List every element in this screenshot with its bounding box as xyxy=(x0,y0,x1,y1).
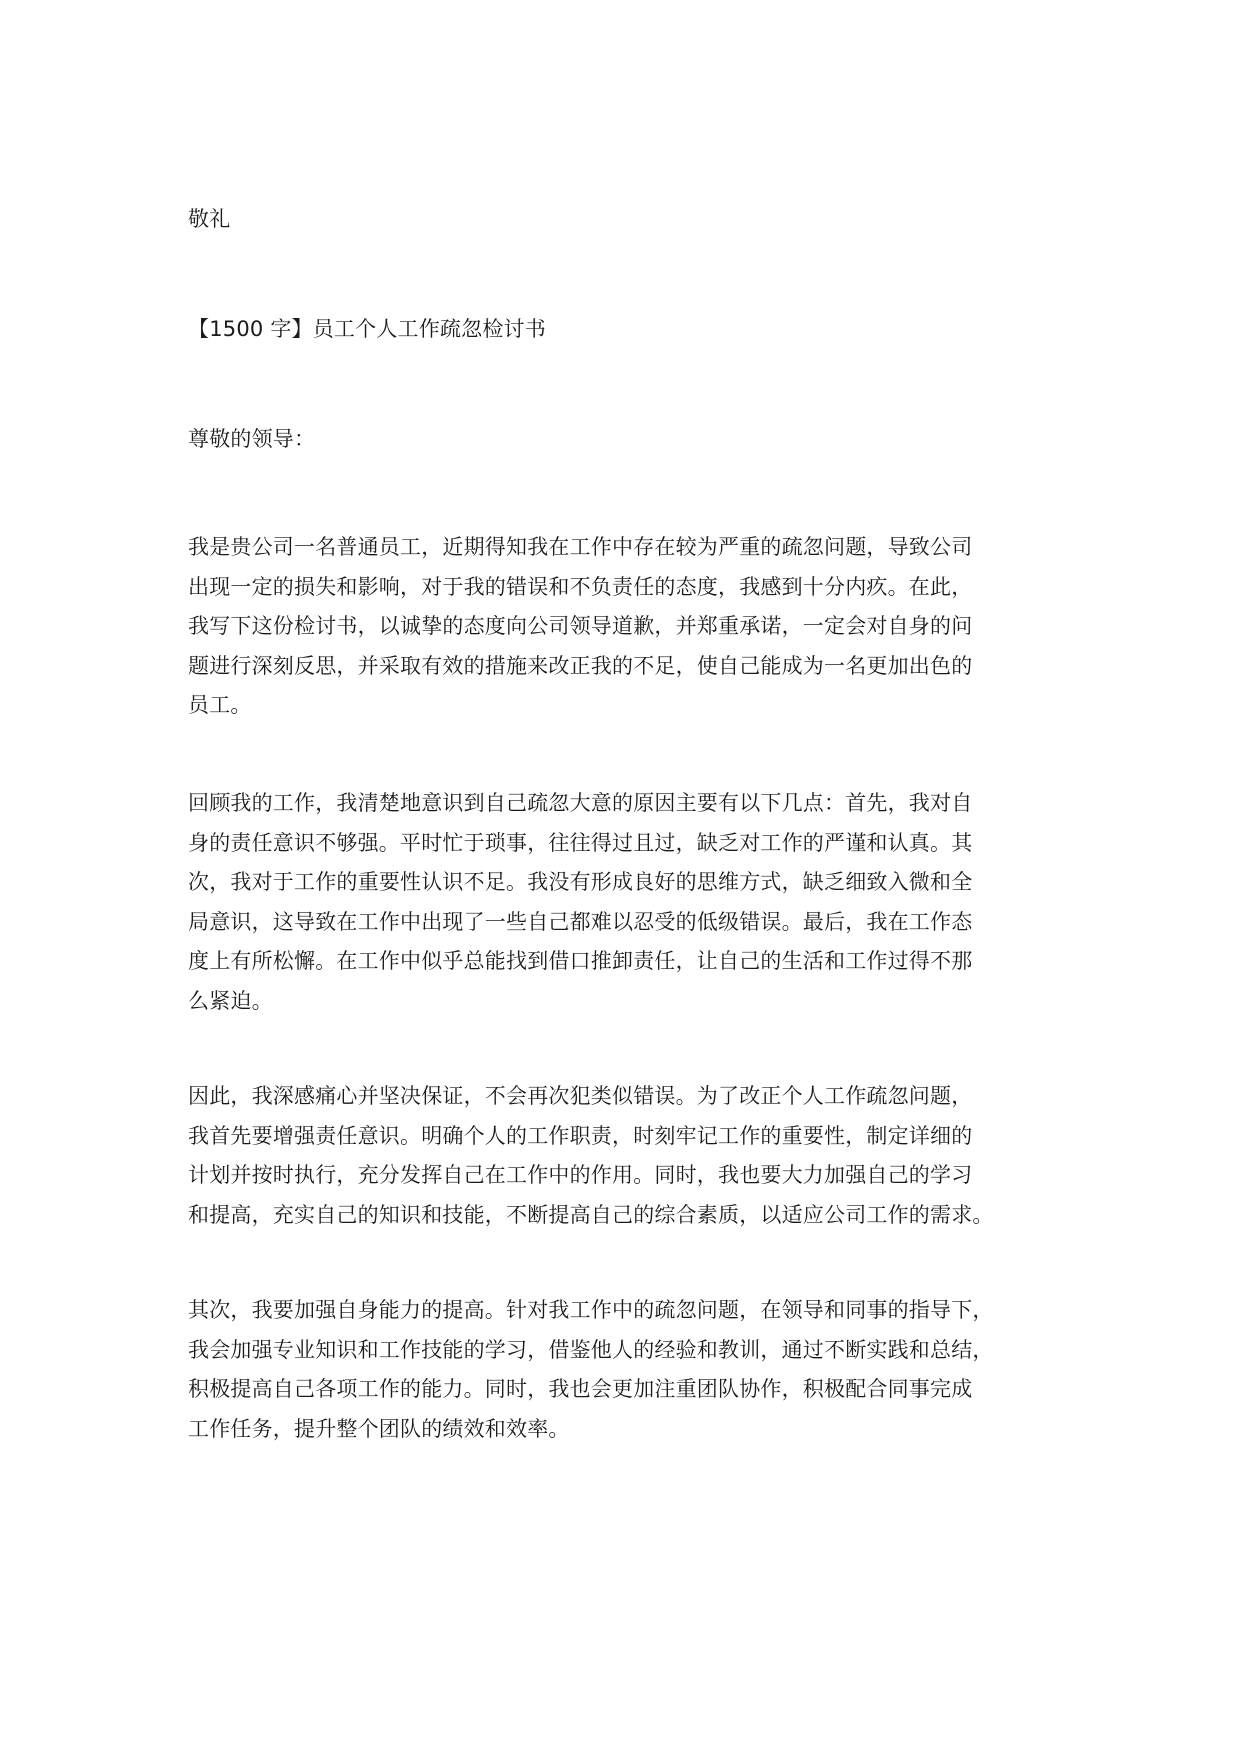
paragraph-line: 积极提高自己各项工作的能力。同时，我也会更加注重团队协作，积极配合同事完成 xyxy=(188,1377,973,1401)
paragraph-4 xyxy=(188,1291,1088,1449)
paragraph-line: 题进行深刻反思，并采取有效的措施来改正我的不足，使自己能成为一名更加出色的 xyxy=(188,653,973,678)
paragraph-line: 身的责任意识不够强。平时忙于琐事，往往得过且过，缺乏对工作的严谨和认真。其 xyxy=(188,830,973,855)
salutation xyxy=(188,420,1088,460)
document-title xyxy=(188,310,1088,350)
paragraph-line: 和提高，充实自己的知识和技能，不断提高自己的综合素质，以适应公司工作的需求。 xyxy=(188,1202,994,1227)
paragraph-1 xyxy=(188,528,1088,726)
paragraph-line: 么紧迫。 xyxy=(188,988,273,1013)
paragraph-line: 局意识，这导致在工作中出现了一些自己都难以忍受的低级错误。最后，我在工作态 xyxy=(188,909,973,934)
paragraph-line: 出现一定的损失和影响，对于我的错误和不负责任的态度，我感到十分内疚。在此， xyxy=(188,574,973,599)
paragraph-2 xyxy=(188,784,1088,1021)
paragraph-line: 我是贵公司一名普通员工，近期得知我在工作中存在较为严重的疏忽问题，导致公司 xyxy=(188,535,973,559)
salutation-text: 尊敬的领导： xyxy=(188,427,316,451)
paragraph-3 xyxy=(188,1077,1088,1235)
paragraph-line: 我首先要增强责任意识。明确个人的工作职责，时刻牢记工作的重要性，制定详细的 xyxy=(188,1123,973,1148)
paragraph-line: 计划并按时执行，充分发挥自己在工作中的作用。同时，我也要大力加强自己的学习 xyxy=(188,1163,973,1187)
paragraph-line: 度上有所松懈。在工作中似乎总能找到借口推卸责任，让自己的生活和工作过得不那 xyxy=(188,949,973,973)
paragraph-line: 我会加强专业知识和工作技能的学习，借鉴他人的经验和教训，通过不断实践和总结， xyxy=(188,1337,994,1362)
paragraph-line: 因此，我深感痛心并坚决保证，不会再次犯类似错误。为了改正个人工作疏忽问题， xyxy=(188,1084,973,1108)
closing-text: 敬礼 xyxy=(188,207,231,231)
paragraph-line: 回顾我的工作，我清楚地意识到自己疏忽大意的原因主要有以下几点：首先，我对自 xyxy=(188,791,973,815)
title-text: 【1500 字】员工个人工作疏忽检讨书 xyxy=(188,317,546,341)
paragraph-line: 我写下这份检讨书，以诚挚的态度向公司领导道歉，并郑重承诺，一定会对自身的问 xyxy=(188,614,973,638)
closing-line xyxy=(188,200,1088,240)
paragraph-line: 员工。 xyxy=(188,693,252,717)
paragraph-line: 次，我对于工作的重要性认识不足。我没有形成良好的思维方式，缺乏细致入微和全 xyxy=(188,870,973,894)
paragraph-line: 其次，我要加强自身能力的提高。针对我工作中的疏忽问题，在领导和同事的指导下， xyxy=(188,1298,994,1322)
paragraph-line: 工作任务，提升整个团队的绩效和效率。 xyxy=(188,1416,570,1441)
